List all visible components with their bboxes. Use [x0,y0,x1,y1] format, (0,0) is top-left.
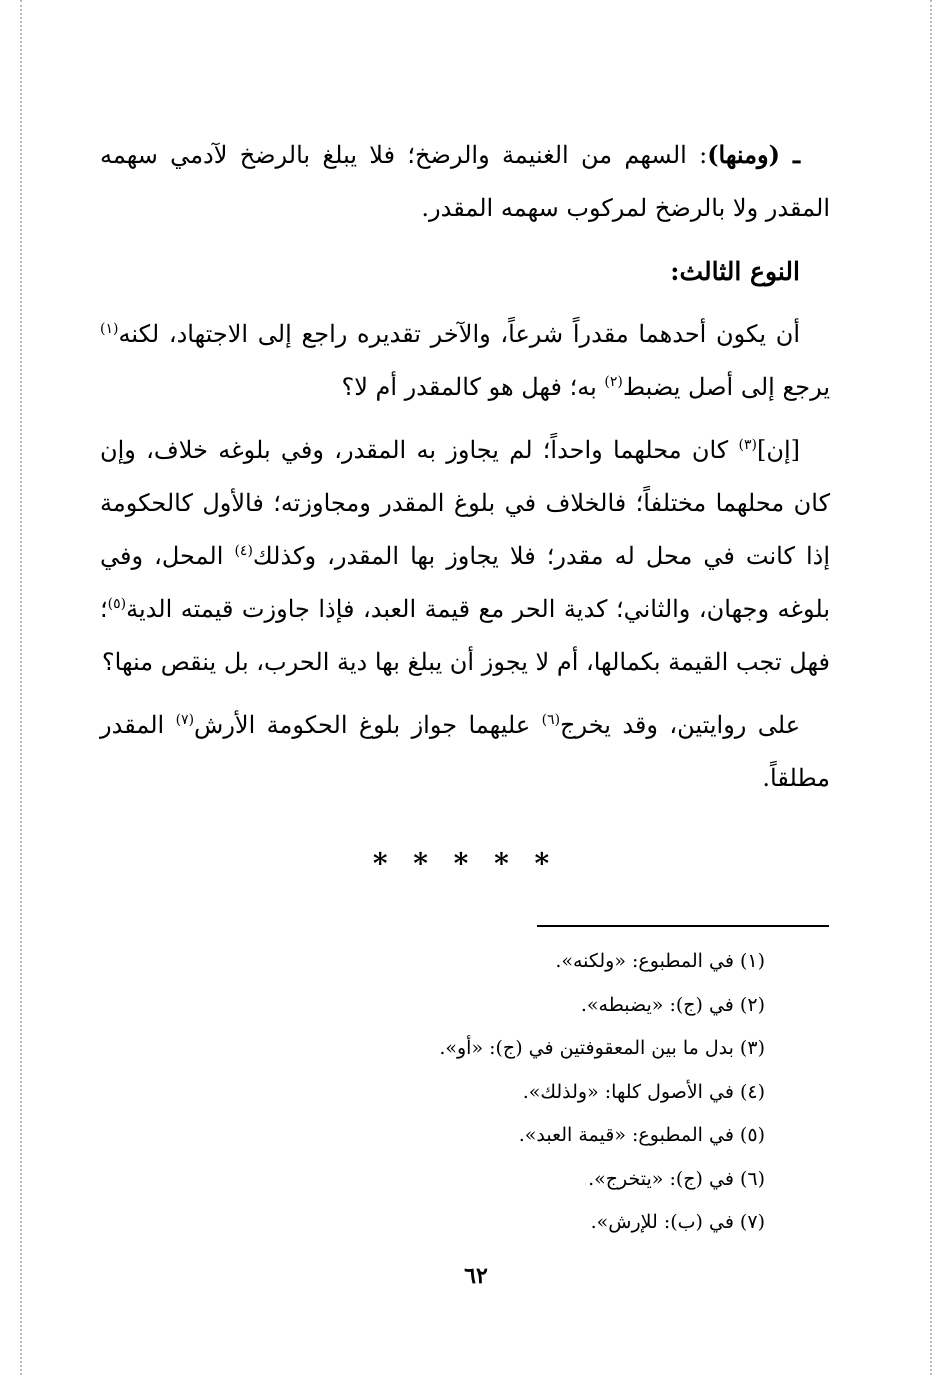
section-heading: النوع الثالث: [670,257,800,286]
footnote-ref-6: (٦) [541,712,561,728]
main-text [100,128,830,887]
footnote-2: (٢) في (ج): «يضبطه». [580,993,765,1016]
footnote-ref-7: (٧) [175,712,195,728]
footnote-ref-3: (٣) [738,437,757,453]
paragraph-1-lead: ـ (ومنها) [707,140,800,169]
paragraph-2 [100,308,830,414]
paragraph-3-text-c: المحل، وفي بلوغه وجهان، والثاني؛ كدية الحر مع قيمة العبد، فإذا جاوزت قيمته الدية [100,542,830,623]
paragraph-4-text-a: على روايتين، وقد يخرج [560,711,801,739]
paragraph-4 [100,699,830,805]
footnote-1: (١) في المطبوع: «ولكنه». [555,950,765,972]
page-number: ٦٢ [464,1263,488,1289]
paragraph-4-text-b: عليهما جواز بلوغ الحكومة الأرش [194,711,542,739]
paragraph-3 [100,424,830,689]
paragraph-1-text: : السهم من الغنيمة والرضخ؛ فلا يبلغ بالرضخ لآدمي سهمه المقدر ولا بالرضخ لمركوب سهمه المقدر. [100,141,830,222]
footnote-6: (٦) في (ج): «يتخرج». [588,1167,765,1190]
paragraph-4-text-c: المقدر مطلقاً. [100,711,830,792]
right-dotted-border [930,0,932,1375]
footnote-5: (٥) في المطبوع: «قيمة العبد». [518,1124,765,1146]
paragraph-1 [100,128,830,235]
footnote-divider [537,925,829,927]
paragraph-3-text-a: [إن] [756,436,800,464]
footnote-ref-2: (٢) [604,374,623,390]
footnote-ref-4: (٤) [234,543,253,559]
footnote-4: (٤) في الأصول كلها: «ولذلك». [522,1080,765,1103]
paragraph-2-text-b: يرجع إلى أصل يضبط [622,373,830,401]
footnotes [360,940,765,1245]
left-dotted-border [20,0,22,1375]
paragraph-2-text-a: أن يكون أحدهما مقدراً شرعاً، والآخر تقديره راجع إلى الاجتهاد، لكنه [118,320,800,348]
paragraph-3-text-b: كان محلهما واحداً؛ لم يجاوز به المقدر، وفي بلوغه خلاف، وإن كان محلهما مختلفاً؛ فالخلاف في بلوغ المقدر ومجاوزته؛ فالأول كالحكومة إذا كانت في محل له مقدر؛ فلا يجاوز بها المقدر، وكذلك [100,436,830,570]
paragraph-2-text-c: به؛ فهل هو كالمقدر أم لا؟ [341,373,605,401]
footnote-ref-5: (٥) [107,596,127,612]
footnote-3: (٣) بدل ما بين المعقوفتين في (ج): «أو». [439,1037,765,1059]
footnote-ref-1: (١) [100,321,119,337]
section-separator: * * * * * [372,847,558,880]
footnote-7: (٧) في (ب): للإرش». [590,1211,765,1233]
paragraph-3-text-d: ؛ فهل تجب القيمة بكمالها، أم لا يجوز أن يبلغ بها دية الحرب، بل ينقص منها؟ [100,595,830,676]
